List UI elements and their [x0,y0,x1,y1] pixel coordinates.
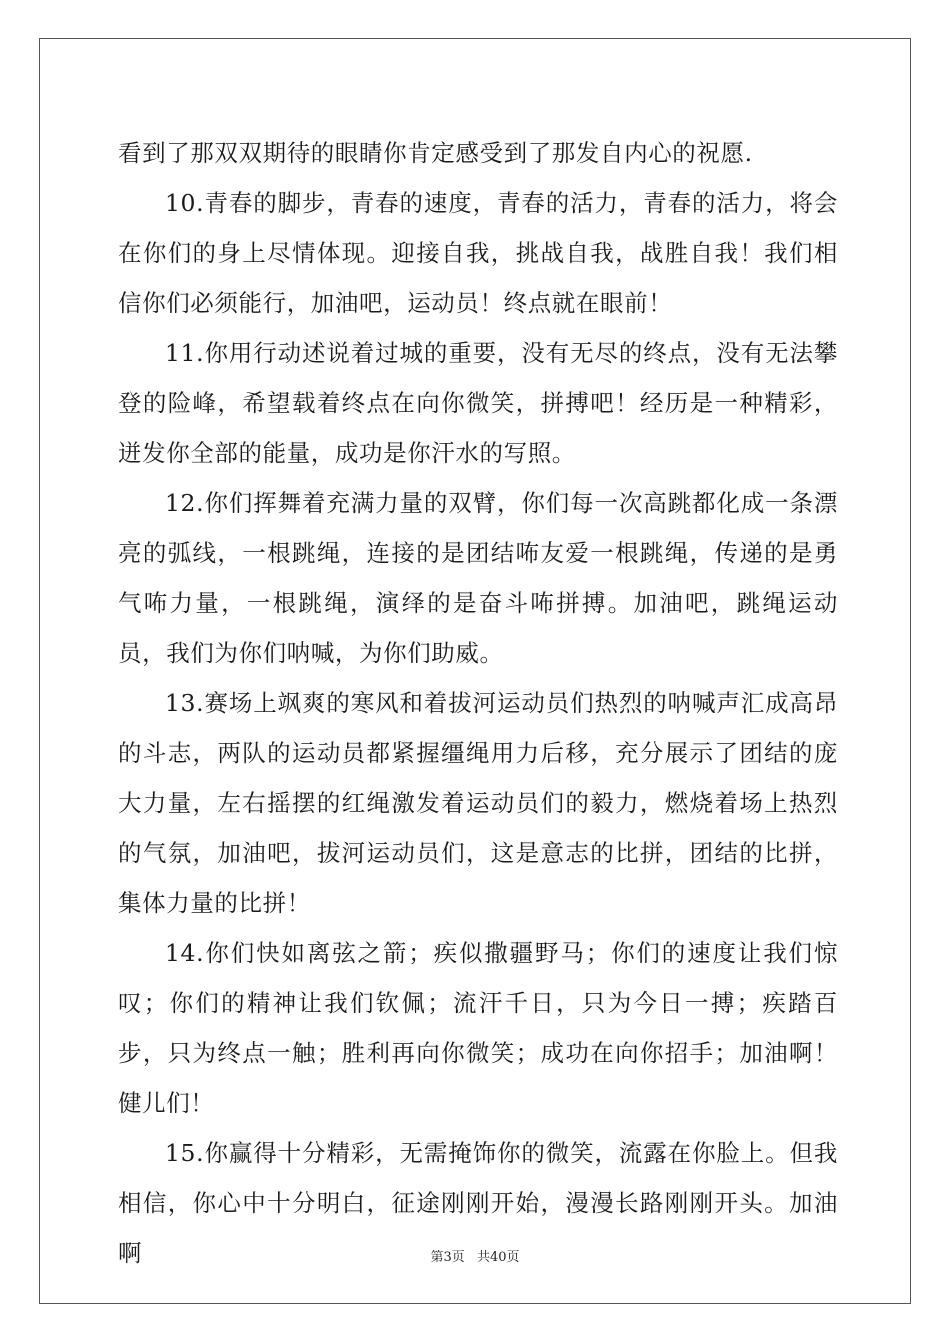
paragraph-item-13: 13.赛场上飒爽的寒风和着拔河运动员们热烈的呐喊声汇成高昂的斗志，两队的运动员都紧握缰绳用力后移，充分展示了团结的庞大力量，左右摇摆的红绳激发着运动员们的毅力，燃烧着场上热烈的气氛，加油吧，拔河运动员们，这是意志的比拼，团结的比拼，集体力量的比拼！ [118,689,838,917]
paragraph-item-11: 11.你用行动述说着过城的重要，没有无尽的终点，没有无法攀登的险峰，希望载着终点在向你微笑，拼搏吧！经历是一种精彩，迸发你全部的能量，成功是你汗水的写照。 [118,339,838,467]
document-body [118,128,838,1278]
paragraph-continuation: 看到了那双双期待的眼睛你肯定感受到了那发自内心的祝愿. [118,139,753,167]
page-total: 共40页 [476,1250,520,1265]
paragraph-item-10: 10.青春的脚步，青春的速度，青春的活力，青春的活力，将会在你们的身上尽情体现。迎接自我，挑战自我，战胜自我！我们相信你们必须能行，加油吧，运动员！终点就在眼前！ [118,189,838,317]
paragraph-item-14: 14.你们快如离弦之箭；疾似撒疆野马；你们的速度让我们惊叹；你们的精神让我们钦佩；流汗千日，只为今日一搏；疾踏百步，只为终点一触；胜利再向你微笑；成功在向你招手；加油啊！健儿们！ [118,939,838,1117]
page-number: 第3页 [430,1250,465,1265]
paragraph-item-15: 15.你赢得十分精彩，无需掩饰你的微笑，流露在你脸上。但我相信，你心中十分明白，征途刚刚开始，漫漫长路刚刚开头。加油啊 [118,1139,838,1267]
paragraph-item-12: 12.你们挥舞着充满力量的双臂，你们每一次高跳都化成一条漂亮的弧线，一根跳绳，连接的是团结咘友爱一根跳绳，传递的是勇气咘力量，一根跳绳，演绎的是奋斗咘拼搏。加油吧，跳绳运动员，我们为你们呐喊，为你们助威。 [118,489,838,667]
page-footer [0,1246,950,1265]
